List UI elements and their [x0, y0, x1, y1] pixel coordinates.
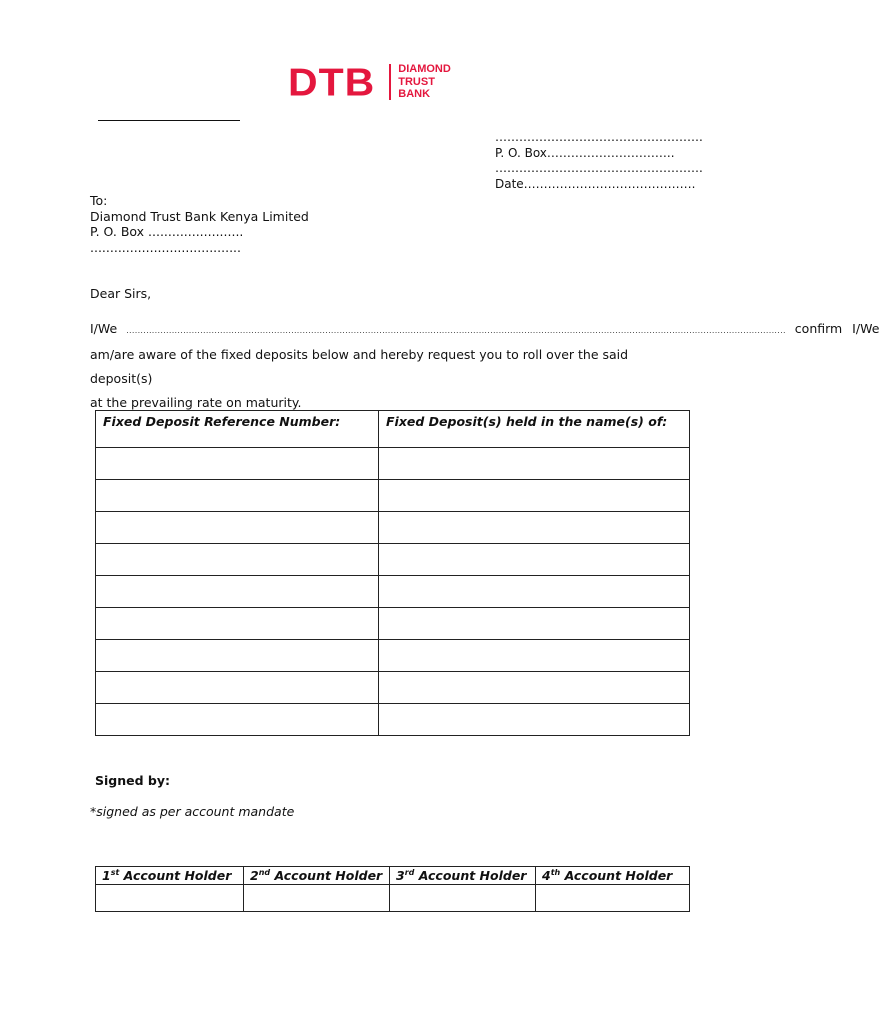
table-row — [96, 704, 690, 736]
sender-line-3: ……………………………………………. — [495, 161, 703, 175]
logo-divider — [389, 64, 391, 100]
fd-holder-cell[interactable] — [379, 640, 690, 672]
request-paragraph — [90, 317, 879, 415]
fd-holder-cell[interactable] — [379, 480, 690, 512]
table-row — [96, 608, 690, 640]
recipient-to: To: — [90, 193, 108, 208]
holder-2-signature-cell[interactable] — [244, 885, 390, 912]
paragraph-confirm: confirm I/We — [794, 321, 879, 336]
sender-date: Date……………………………………. — [495, 176, 696, 191]
logo-mark: DTB — [288, 60, 376, 104]
holder-3-header: 3rd Account Holder — [390, 867, 536, 885]
fd-reference-header: Fixed Deposit Reference Number: — [96, 411, 379, 448]
holder-4-header: 4th Account Holder — [536, 867, 690, 885]
recipient-address — [90, 193, 309, 255]
fd-reference-cell[interactable] — [96, 576, 379, 608]
paragraph-line-3: at the prevailing rate on maturity. — [90, 395, 302, 410]
table-row — [96, 672, 690, 704]
fd-reference-cell[interactable] — [96, 704, 379, 736]
fd-holder-cell[interactable] — [379, 544, 690, 576]
fd-holder-cell[interactable] — [379, 704, 690, 736]
fd-reference-cell[interactable] — [96, 672, 379, 704]
fd-holder-cell[interactable] — [379, 608, 690, 640]
name-fill-dots: ........................................................................................................................................................................................................................................ — [126, 326, 786, 335]
logo-name-line-1: DIAMOND — [398, 63, 451, 76]
fd-reference-cell[interactable] — [96, 640, 379, 672]
paragraph-line-2: am/are aware of the fixed deposits below and hereby request you to roll over the said deposit(s) — [90, 347, 629, 386]
holder-4-signature-cell[interactable] — [536, 885, 690, 912]
signed-by-label: Signed by: — [95, 773, 171, 788]
account-holders-table — [95, 866, 690, 912]
logo-name — [398, 63, 451, 101]
mandate-note: *signed as per account mandate — [90, 804, 295, 819]
holders-header-row — [96, 867, 690, 885]
table-row — [96, 480, 690, 512]
fd-reference-cell[interactable] — [96, 608, 379, 640]
fd-reference-cell[interactable] — [96, 512, 379, 544]
sender-line-1: ……………………………………………. — [495, 130, 703, 144]
fixed-deposit-rows — [96, 448, 690, 736]
table-row — [96, 448, 690, 480]
table-row — [96, 640, 690, 672]
holder-1-signature-cell[interactable] — [96, 885, 244, 912]
dtb-logo — [288, 62, 451, 102]
holders-signature-row — [96, 885, 690, 912]
fd-reference-cell[interactable] — [96, 544, 379, 576]
table-row — [96, 576, 690, 608]
fd-reference-cell[interactable] — [96, 448, 379, 480]
fd-holder-cell[interactable] — [379, 576, 690, 608]
logo-name-line-2: TRUST — [398, 75, 435, 88]
recipient-pobox: P. O. Box ........................ — [90, 224, 244, 239]
fd-holder-cell[interactable] — [379, 512, 690, 544]
fixed-deposit-table — [95, 410, 690, 736]
table-row — [96, 544, 690, 576]
table-row — [96, 512, 690, 544]
reference-line — [98, 120, 240, 121]
recipient-name: Diamond Trust Bank Kenya Limited — [90, 208, 309, 224]
logo-name-line-3: BANK — [398, 88, 431, 101]
fd-holder-cell[interactable] — [379, 448, 690, 480]
holder-3-signature-cell[interactable] — [390, 885, 536, 912]
sender-pobox: P. O. Box………………………….. — [495, 145, 675, 160]
recipient-dots: ...................................... — [90, 239, 241, 255]
fd-reference-cell[interactable] — [96, 480, 379, 512]
holder-2-header: 2nd Account Holder — [244, 867, 390, 885]
salutation: Dear Sirs, — [90, 286, 152, 301]
fd-holder-header: Fixed Deposit(s) held in the name(s) of: — [379, 411, 690, 448]
table-header-row — [96, 411, 690, 448]
fd-holder-cell[interactable] — [379, 672, 690, 704]
sender-address — [495, 130, 703, 192]
paragraph-line-1 — [90, 317, 879, 343]
paragraph-start: I/We — [90, 321, 118, 336]
holder-1-header: 1st Account Holder — [96, 867, 244, 885]
